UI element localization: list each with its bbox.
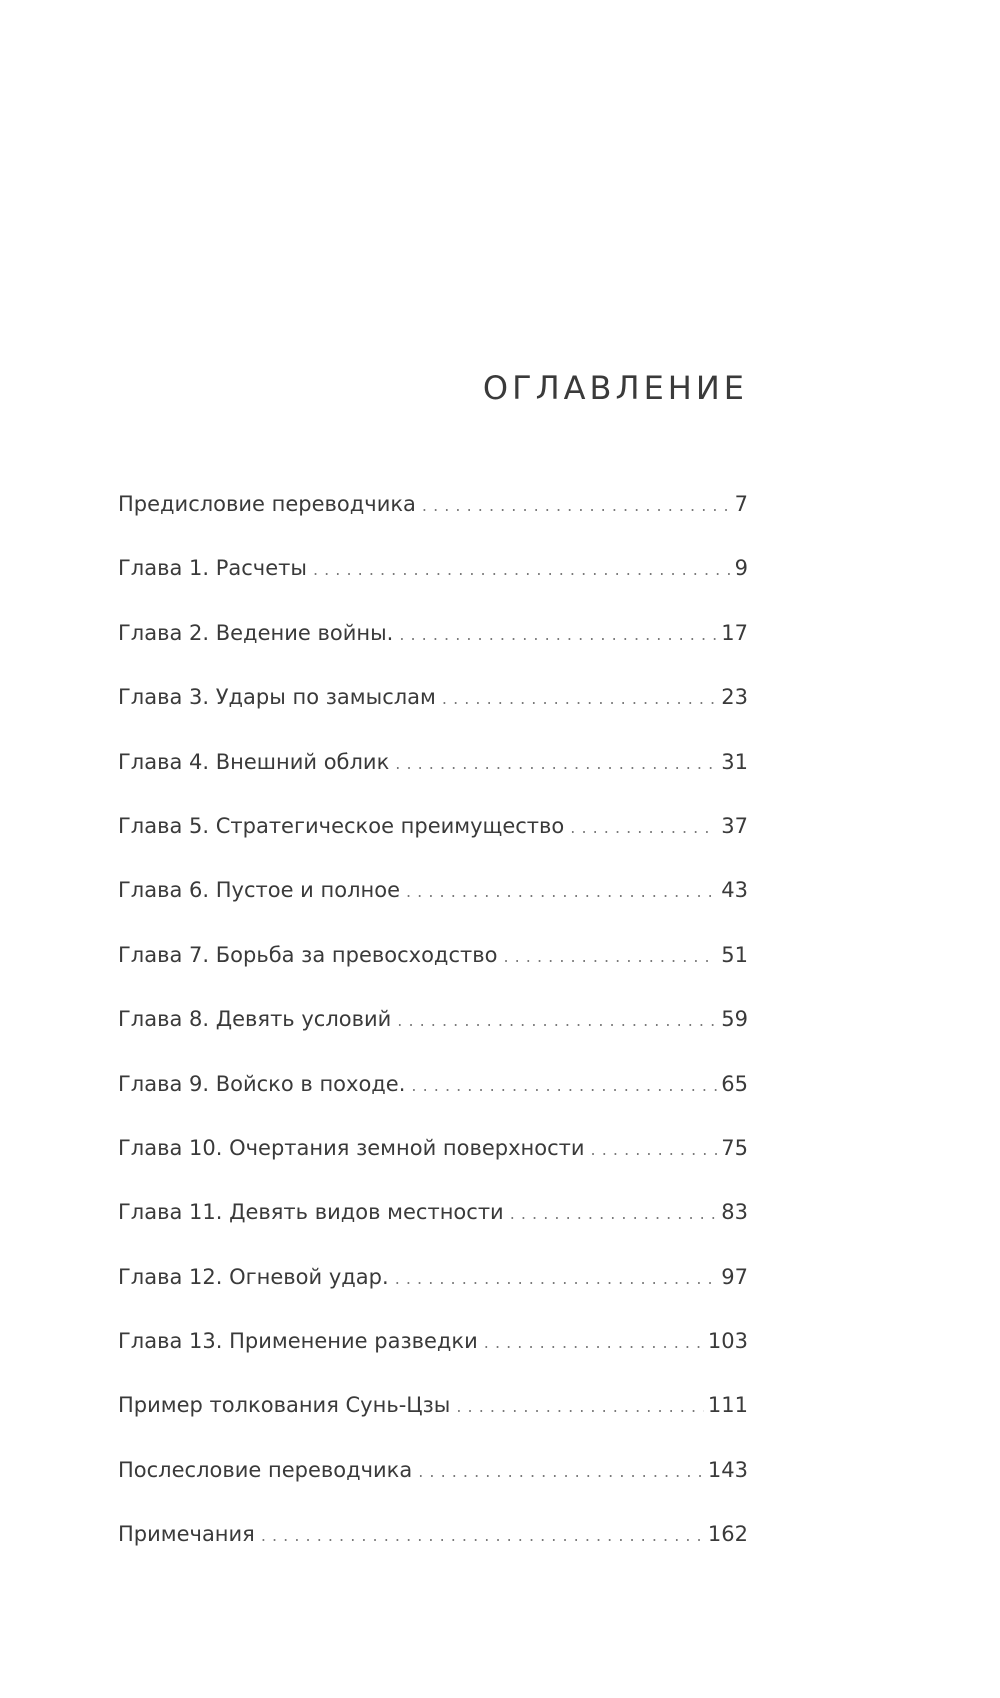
toc-page-number: 59	[721, 1007, 748, 1032]
toc-entry-title: Примечания	[118, 1522, 255, 1547]
toc-entry-title: Глава 5. Стратегическое преимущество	[118, 813, 565, 838]
toc-page-number: 83	[721, 1200, 748, 1225]
toc-entry	[118, 1070, 748, 1134]
toc-entry-title: Глава 13. Применение разведки	[118, 1329, 478, 1354]
dot-leader	[399, 621, 717, 649]
toc-entry-title: Послесловие переводчика	[118, 1457, 413, 1482]
toc-entry	[118, 1456, 748, 1520]
toc-page-number: 103	[707, 1329, 748, 1354]
dot-leader	[261, 1522, 704, 1550]
dot-leader	[395, 1265, 718, 1293]
toc-entry-title: Глава 4. Внешний облик	[118, 749, 390, 774]
toc-page-number: 65	[721, 1071, 748, 1096]
toc-entry	[118, 1391, 748, 1455]
dot-leader	[395, 750, 717, 778]
dot-leader	[411, 1072, 717, 1100]
dot-leader	[484, 1329, 704, 1357]
toc-entry-title: Глава 2. Ведение войны.	[118, 620, 394, 645]
toc-entry	[118, 490, 748, 554]
toc-entry	[118, 812, 748, 876]
dot-leader	[422, 492, 731, 520]
toc-entry-title: Глава 7. Борьба за превосходство	[118, 942, 498, 967]
toc-page-number: 51	[721, 942, 748, 967]
toc-entry	[118, 1263, 748, 1327]
dot-leader	[313, 556, 731, 584]
toc-entry	[118, 941, 748, 1005]
dot-leader	[570, 814, 717, 842]
toc-entry-title: Глава 11. Девять видов местности	[118, 1200, 504, 1225]
toc-entry-title: Глава 1. Расчеты	[118, 556, 307, 581]
toc-entry	[118, 619, 748, 683]
toc-page-number: 43	[721, 878, 748, 903]
toc-entry-title: Глава 10. Очертания земной поверхности	[118, 1135, 585, 1160]
toc-entry	[118, 1520, 748, 1584]
toc-entry	[118, 876, 748, 940]
toc-entry	[118, 1327, 748, 1391]
dot-leader	[406, 878, 717, 906]
toc-entry-title: Глава 3. Удары по замыслам	[118, 685, 436, 710]
table-of-contents	[118, 490, 748, 1585]
toc-entry	[118, 1198, 748, 1262]
toc-entry-title: Глава 8. Девять условий	[118, 1007, 392, 1032]
page-title: ОГЛАВЛЕНИЕ	[482, 369, 748, 407]
toc-page-number: 97	[721, 1264, 748, 1289]
toc-page-number: 37	[721, 813, 748, 838]
toc-page-number: 31	[721, 749, 748, 774]
toc-entry	[118, 1134, 748, 1198]
toc-page-number: 143	[707, 1457, 748, 1482]
toc-entry-title: Предисловие переводчика	[118, 492, 416, 516]
toc-page-number: 162	[707, 1522, 748, 1547]
toc-page-number: 111	[707, 1393, 748, 1418]
toc-page-number: 23	[721, 685, 748, 710]
toc-page-number: 17	[721, 620, 748, 645]
toc-page-number: 9	[734, 556, 748, 581]
toc-entry-title: Глава 9. Войско в походе.	[118, 1071, 406, 1096]
toc-page-number: 75	[721, 1135, 748, 1160]
toc-entry	[118, 1005, 748, 1069]
dot-leader	[397, 1007, 717, 1035]
toc-entry	[118, 683, 748, 747]
dot-leader	[418, 1458, 704, 1486]
dot-leader	[591, 1136, 718, 1164]
dot-leader	[510, 1200, 718, 1228]
dot-leader	[503, 943, 717, 971]
toc-entry-title: Глава 12. Огневой удар.	[118, 1264, 389, 1289]
toc-entry-title: Пример толкования Сунь-Цзы	[118, 1393, 451, 1418]
toc-entry	[118, 554, 748, 618]
toc-entry-title: Глава 6. Пустое и полное	[118, 878, 400, 903]
dot-leader	[456, 1393, 704, 1421]
toc-page-number: 7	[734, 492, 748, 516]
dot-leader	[442, 685, 717, 713]
toc-entry	[118, 748, 748, 812]
